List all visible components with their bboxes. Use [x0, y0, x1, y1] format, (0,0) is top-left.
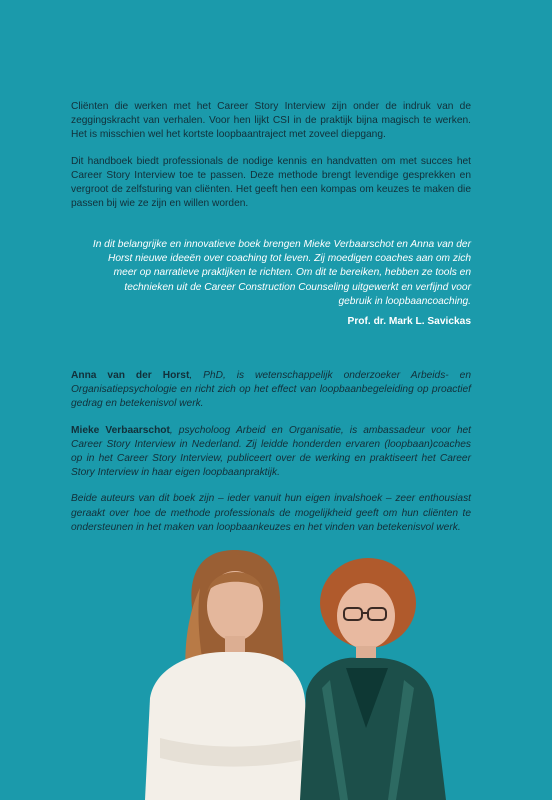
quote-text: In dit belangrijke en innovatieve boek brengen Mieke Verbaarschot en Anna van der Horst nieuwe ideeën over coaching tot leven. Zij moedigen coaches aan om zich meer op narratieve praktijken te richten. Om dit te bereiken, hebben ze tools en technieken uit de Career Construction Counseling uitgewerkt en verfijnd voor gebruik in loopbaancoaching. [92, 239, 471, 307]
author-figure-left [145, 550, 312, 800]
intro-paragraph-1: Cliënten die werken met het Career Story Interview zijn onder de indruk van de zeggingskracht van verhalen. Voor hen lijkt CSI in de praktijk bijna magisch te werken. Het is misschien wel het kortste loopbaantraject met zoveel diepgang. [71, 101, 471, 141]
quote-author: Prof. dr. Mark L. Savickas [347, 316, 471, 328]
intro-paragraph-2: Dit handboek biedt professionals de nodige kennis en handvatten om met succes het Career Story Interview toe te passen. Deze methode brengt levendige gesprekken en vergroot de zelfsturing van cliënten. Het geeft hen een kompas om keuzes te maken die passen bij wie ze zijn en willen worden. [71, 155, 471, 210]
authors-closing-text: Beide auteurs van dit boek zijn – ieder vanuit hun eigen invalshoek – zeer enthousiast geraakt over hoe de methode professionals de mogelijkheid geeft om hun cliënten te ondersteunen in het maken van loopbaankeuzes en het vinden van betekenisvol werk. [71, 493, 471, 533]
author-text-mieke: , psycholoog Arbeid en Organisatie, is ambassadeur voor het Career Story Interview in Nederland. Zij leidde honderden ervaren (loopbaan)coaches op in het Career Story Interview, publiceert over de werking en praktiseert het Career Story Interview in haar eigen loopbaanpraktijk. [71, 424, 471, 479]
endorsement-quote [90, 238, 471, 329]
author-bio-anna [71, 369, 471, 412]
author-figure-right [300, 558, 446, 800]
author-name-anna: Anna van der Horst [71, 370, 190, 381]
author-bio-mieke [71, 424, 471, 481]
author-name-mieke: Mieke Verbaarschot [71, 424, 170, 436]
intro-text [71, 100, 471, 223]
author-photo [0, 548, 552, 800]
author-text-anna: , PhD, is wetenschappelijk onderzoeker Arbeids- en Organisatiepsychologie en richt zich op het effect van loopbaanbegeleiding op proactief gedrag en betekenisvol werk. [71, 370, 471, 410]
author-bios [71, 369, 471, 547]
